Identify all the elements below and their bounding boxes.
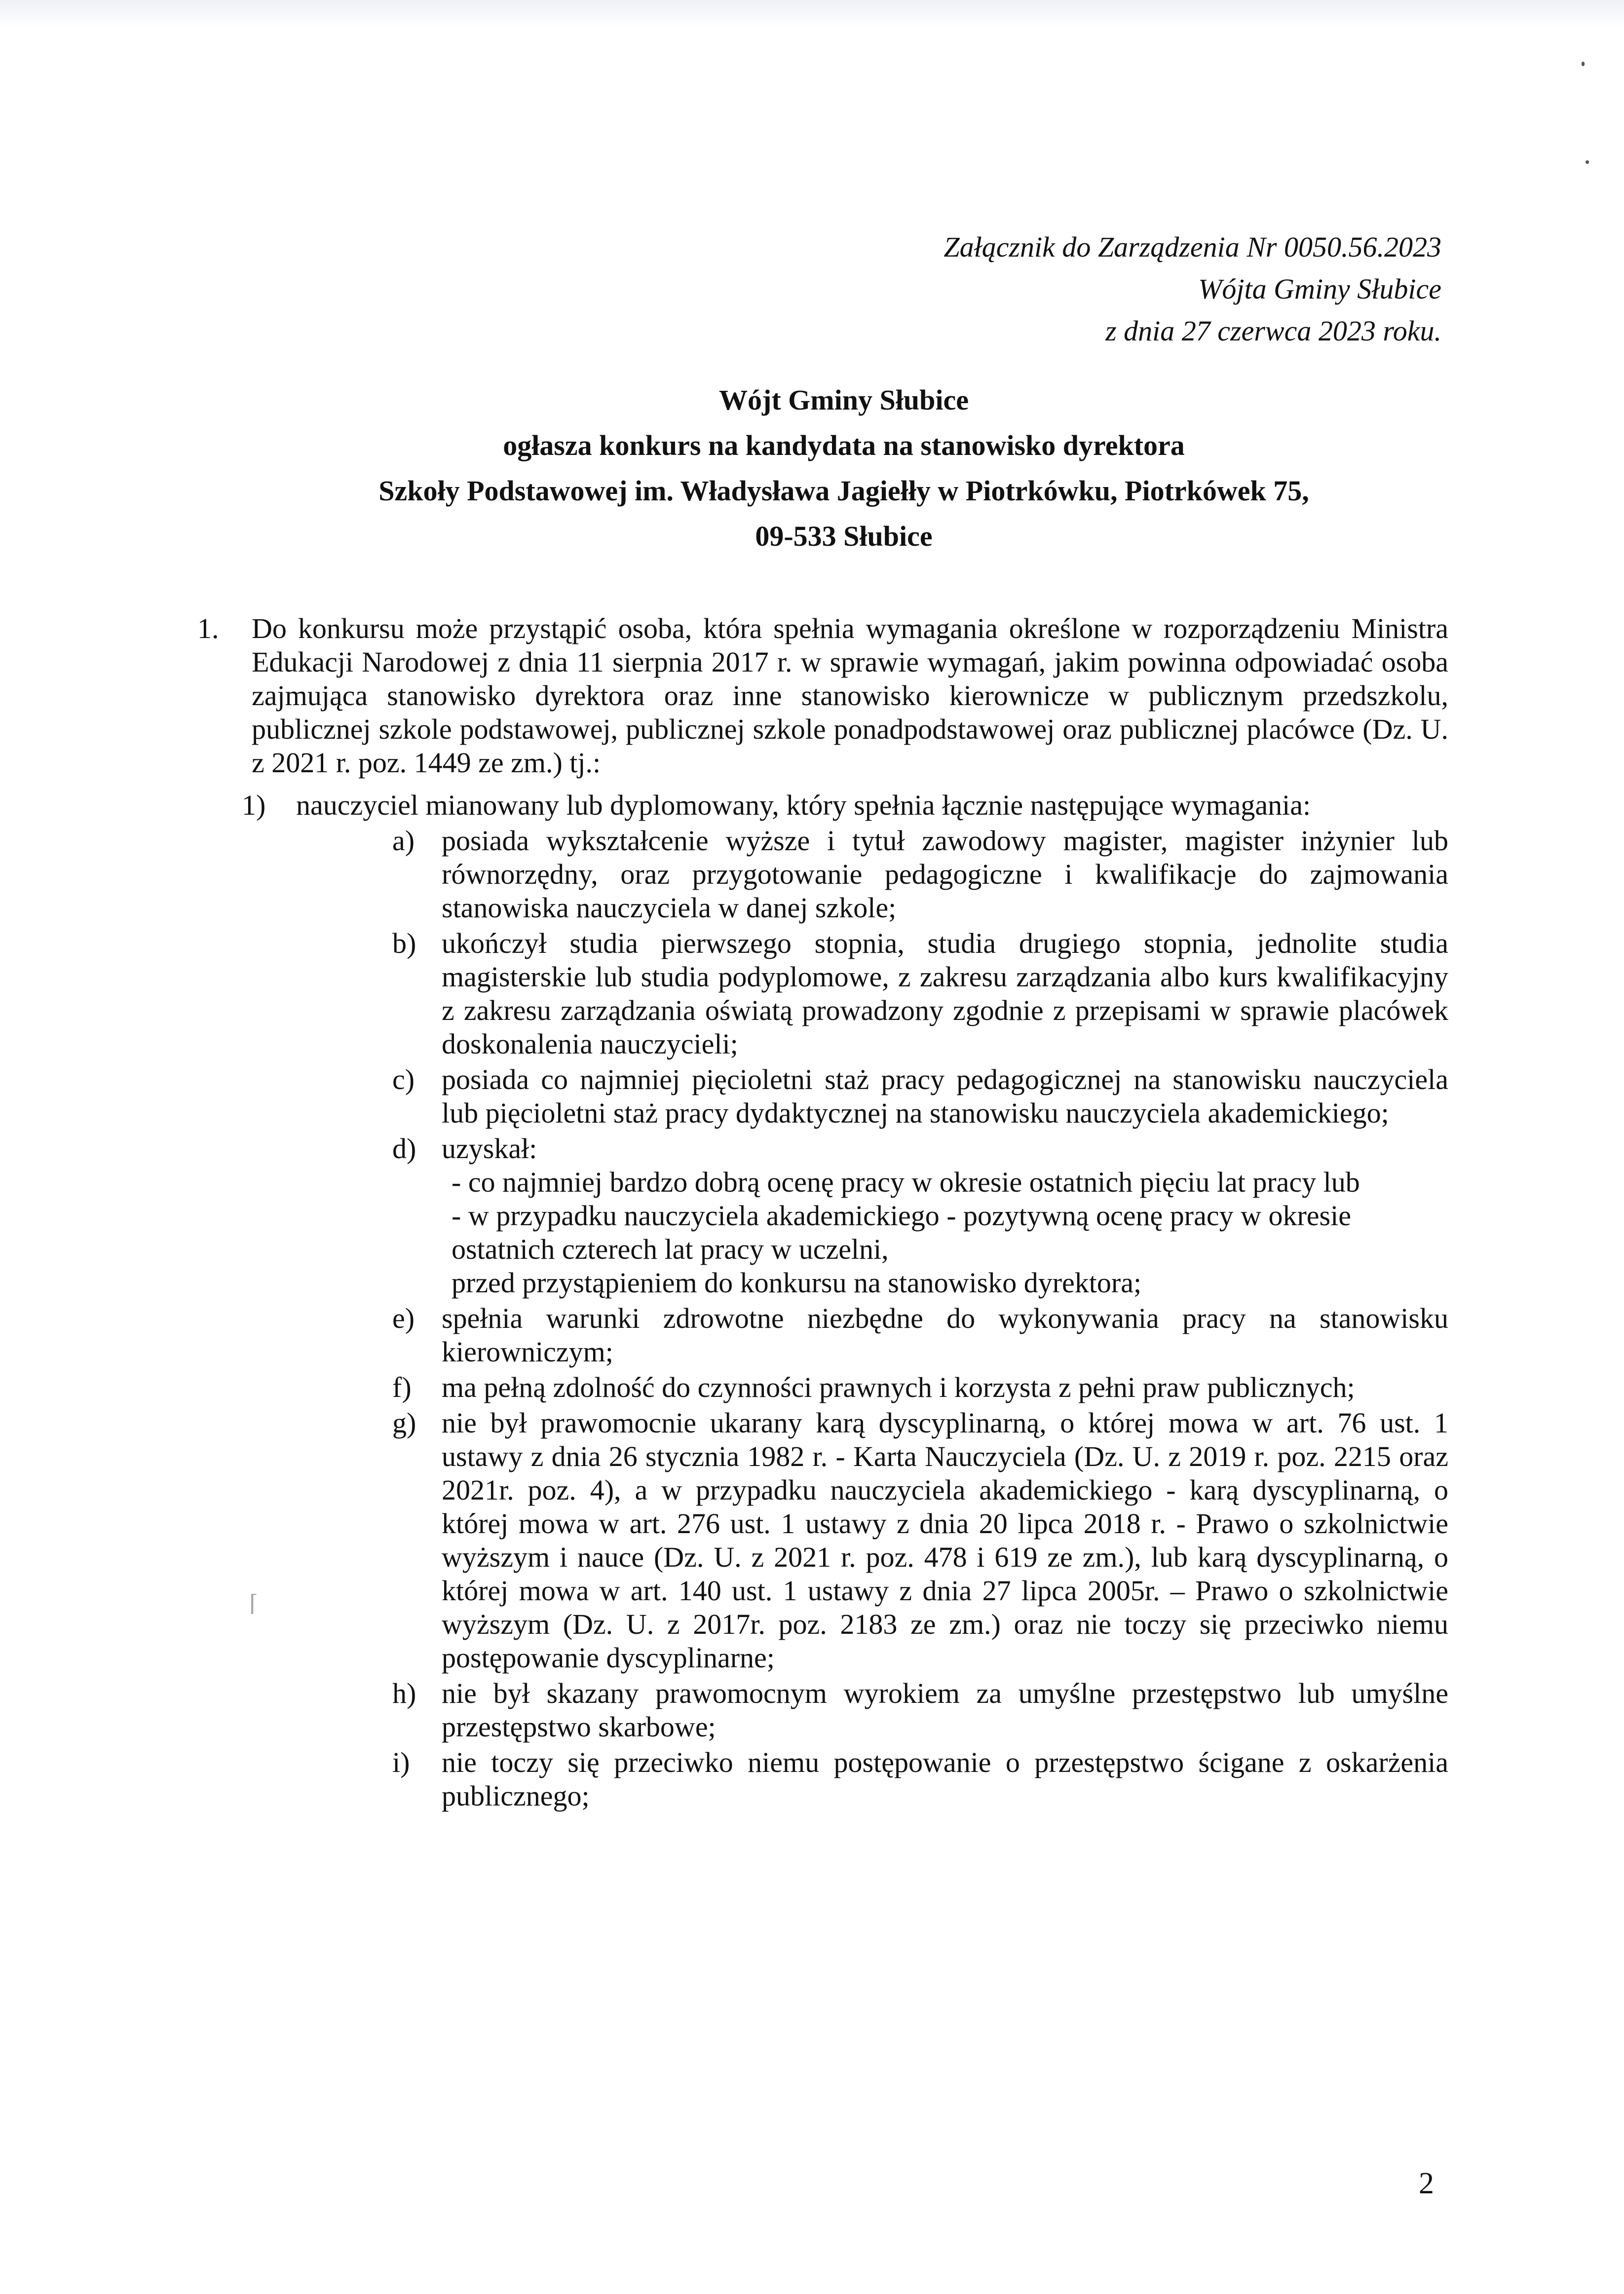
requirement-text: nie był skazany prawomocnym wyrokiem za umyślne przestępstwo lub umyślne przestępstwo skarbowe;: [442, 1677, 1448, 1743]
requirement-letter: f): [392, 1371, 412, 1403]
announcement-heading: [197, 377, 1490, 559]
requirement-c: [296, 1063, 1448, 1130]
requirement-closing: przed przystąpieniem do konkursu na stanowisko dyrektora;: [452, 1267, 1142, 1299]
requirement-letter: a): [392, 825, 415, 857]
attachment-line-date: z dnia 27 czerwca 2023 roku.: [1105, 315, 1441, 347]
section-1: [197, 612, 1448, 780]
requirement-letter: e): [392, 1302, 415, 1334]
requirement-letter: i): [392, 1746, 410, 1778]
subitem-text: nauczyciel mianowany lub dyplomowany, który spełnia łącznie następujące wymagania:: [296, 789, 1311, 821]
requirement-text: posiada wykształcenie wyższe i tytuł zawodowy magister, magister inżynier lub równorzędny, oraz przygotowanie pedagogiczne i kwalifikacje do zajmowania stanowiska nauczyciela w danej szkole;: [442, 825, 1448, 924]
requirement-text: nie był prawomocnie ukarany karą dyscyplinarną, o której mowa w art. 76 ust. 1 ustawy z dnia 26 stycznia 1982 r. - Karta Nauczyciela (Dz. U. z 2019 r. poz. 2215 oraz 2021r. poz. 4), a w przypadku nauczyciela akademickiego - karą dyscyplinarną, o której mowa w art. 276 ust. 1 ustawy z dnia 20 lipca 2018 r. - Prawo o szkolnictwie wyższym i nauce (Dz. U. z 2021 r. poz. 478 i 619 ze zm.), lub karą dyscyplinarną, o której mowa w art. 140 ust. 1 ustawy z dnia 27 lipca 2005r. – Prawo o szkolnictwie wyższym (Dz. U. z 2017r. poz. 2183 ze zm.) oraz nie toczy się przeciwko niemu postępowanie dyscyplinarne;: [442, 1407, 1448, 1674]
attachment-line-issuer: Wójta Gminy Słubice: [1198, 273, 1441, 305]
scan-speck: [1586, 160, 1589, 164]
scan-edge-shading: [0, 0, 1624, 27]
requirement-dash-1: - co najmniej bardzo dobrą ocenę pracy w okresie ostatnich pięciu lat pracy lub: [452, 1166, 1360, 1198]
requirement-g: [296, 1406, 1448, 1675]
requirement-text: posiada co najmniej pięcioletni staż pracy pedagogicznej na stanowisku nauczyciela lub pięcioletni staż pracy dydaktycznej na stanowisku nauczyciela akademickiego;: [442, 1063, 1448, 1129]
requirement-letter: c): [392, 1063, 415, 1095]
requirement-letter: g): [392, 1407, 416, 1439]
requirement-d: [296, 1132, 1448, 1300]
section-text: Do konkursu może przystąpić osoba, która spełnia wymagania określone w rozporządzeniu Ministra Edukacji Narodowej z dnia 11 sierpnia 2017 r. w sprawie wymagań, jakim powinna odpowiadać osoba zajmująca stanowisko dyrektora oraz inne stanowisko kierownicze w publicznym przedszkolu, publicznej szkole podstawowej, publicznej szkole ponadpodstawowej oraz publicznej placówce (Dz. U. z 2021 r. poz. 1449 ze zm.) tj.:: [252, 612, 1448, 779]
heading-issuer: Wójt Gminy Słubice: [719, 384, 969, 416]
page-number: 2: [1419, 2167, 1434, 2200]
requirement-e: [296, 1302, 1448, 1369]
subitem-1: [197, 789, 1448, 1813]
requirement-text: ukończył studia pierwszego stopnia, studia drugiego stopnia, jednolite studia magisterskie lub studia podyplomowe, z zakresu zarządzania albo kurs kwalifikacyjny z zakresu zarządzania oświatą prowadzony zgodnie z przepisami w sprawie placówek doskonalenia nauczycieli;: [442, 927, 1448, 1060]
scan-speck: [1582, 62, 1585, 66]
requirement-h: [296, 1677, 1448, 1744]
requirement-text: nie toczy się przeciwko niemu postępowanie o przestępstwo ścigane z oskarżenia publicznego;: [442, 1746, 1448, 1812]
heading-school: Szkoły Podstawowej im. Władysława Jagiełły w Piotrkówku, Piotrkówek 75,: [378, 475, 1309, 507]
requirement-text: ma pełną zdolność do czynności prawnych i korzysta z pełni praw publicznych;: [442, 1371, 1355, 1403]
attachment-line-ordinance: Załącznik do Zarządzenia Nr 0050.56.2023: [944, 231, 1441, 263]
requirement-text: spełnia warunki zdrowotne niezbędne do wykonywania pracy na stanowisku kierowniczym;: [442, 1302, 1448, 1368]
requirement-b: [296, 927, 1448, 1061]
requirement-f: [296, 1371, 1448, 1404]
heading-subject: ogłasza konkurs na kandydata na stanowisko dyrektora: [503, 429, 1185, 461]
requirement-a: [296, 824, 1448, 925]
requirement-dash-2: - w przypadku nauczyciela akademickiego - pozytywną ocenę pracy w okresie ostatnich czterech lat pracy w uczelni,: [452, 1200, 1351, 1265]
requirement-letter: b): [392, 927, 416, 959]
requirement-text: uzyskał:: [442, 1132, 537, 1165]
requirement-letter: d): [392, 1132, 416, 1165]
attachment-note: [553, 226, 1441, 352]
document-body: [197, 612, 1448, 1813]
requirement-letter: h): [392, 1677, 416, 1709]
section-number: 1.: [197, 612, 219, 644]
requirement-i: [296, 1746, 1448, 1813]
margin-pencil-mark: ⌈: [249, 1591, 258, 1616]
heading-postal: 09-533 Słubice: [755, 520, 933, 552]
subitem-number: 1): [242, 789, 266, 821]
